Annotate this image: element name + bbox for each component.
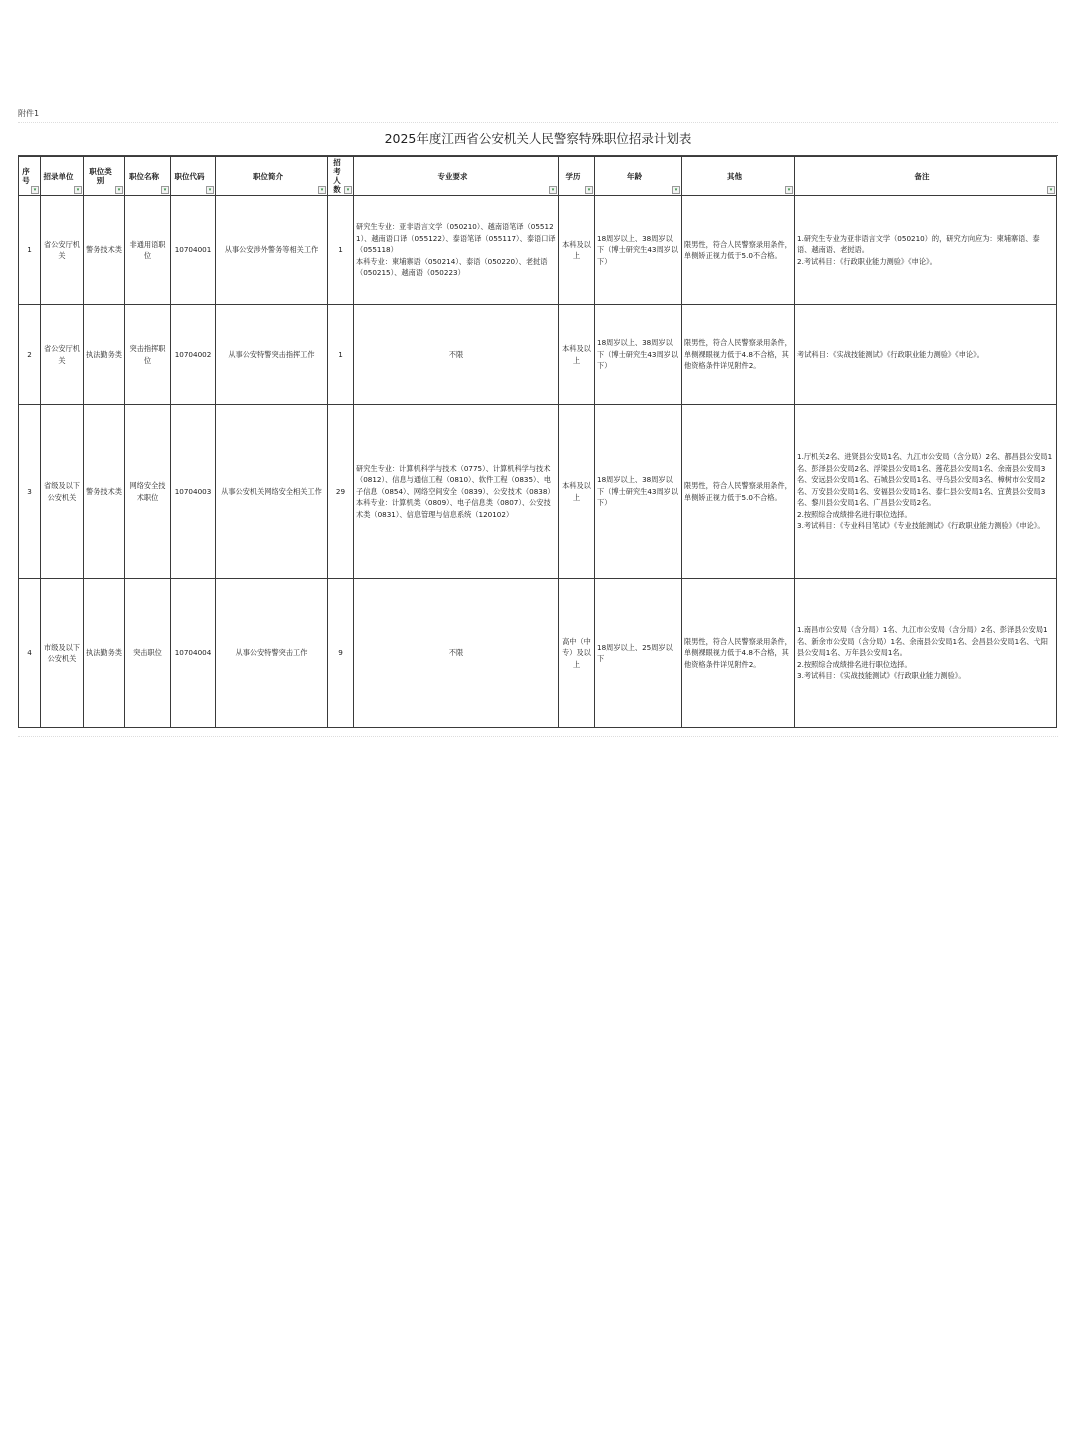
cell-unit: 省级及以下公安机关	[41, 405, 84, 579]
cell-note: 1.南昌市公安局（含分局）1名、九江市公安局（含分局）2名、彭泽县公安局1名、新余市公安局（含分局）1名、余南县公安局1名、会昌县公安局1名、弋阳县公安局1名、万年县公安局1名。 2.按照综合成绩排名进行职位选择。 3.考试科目：《实战技能测试》《行政职业能力测验》。	[795, 579, 1057, 728]
filter-dropdown-icon[interactable]: ▾	[206, 186, 214, 194]
cell-major: 不限	[354, 305, 559, 405]
cell-unit: 省公安厅机关	[41, 305, 84, 405]
cell-education: 本科及以上	[559, 196, 595, 305]
cell-other: 限男性，符合人民警察录用条件，单侧裸眼视力低于4.8不合格，其他资格条件详见附件2。	[682, 305, 795, 405]
header-code	[171, 157, 216, 196]
filter-dropdown-icon[interactable]: ▾	[344, 186, 352, 194]
header-label: 年龄	[627, 171, 642, 181]
header-label: 职位代码	[174, 171, 205, 181]
table-row	[19, 579, 1057, 728]
cell-unit: 市级及以下公安机关	[41, 579, 84, 728]
cell-other: 限男性，符合人民警察录用条件，单侧矫正视力低于5.0不合格。	[682, 196, 795, 305]
cell-code: 10704002	[171, 305, 216, 405]
cell-count: 9	[328, 579, 354, 728]
cell-intro: 从事公安机关网络安全相关工作	[216, 405, 328, 579]
cell-other: 限男性，符合人民警察录用条件，单侧矫正视力低于5.0不合格。	[682, 405, 795, 579]
cell-count: 29	[328, 405, 354, 579]
cell-intro: 从事公安涉外警务等相关工作	[216, 196, 328, 305]
header-position	[125, 157, 171, 196]
recruitment-plan-table	[18, 156, 1057, 728]
cell-note: 考试科目：《实战技能测试》《行政职业能力测验》《申论》。	[795, 305, 1057, 405]
cell-major: 不限	[354, 579, 559, 728]
header-age	[595, 157, 682, 196]
cell-code: 10704001	[171, 196, 216, 305]
cell-position: 突击指挥职位	[125, 305, 171, 405]
cell-major: 研究生专业：计算机科学与技术（0775）、计算机科学与技术（0812）、信息与通信工程（0810）、软件工程（0835）、电子信息（0854）、网络空间安全（0839）、公安技术（0838） 本科专业：计算机类（0809）、电子信息类（0807）、公安技术类（0831）、信息管理与信息系统（120102）	[354, 405, 559, 579]
header-major	[354, 157, 559, 196]
filter-dropdown-icon[interactable]: ▾	[785, 186, 793, 194]
cell-category: 警务技术类	[84, 196, 125, 305]
cell-intro: 从事公安特警突击指挥工作	[216, 305, 328, 405]
cell-intro: 从事公安特警突击工作	[216, 579, 328, 728]
filter-dropdown-icon[interactable]: ▾	[672, 186, 680, 194]
header-unit	[41, 157, 84, 196]
table-row	[19, 405, 1057, 579]
cell-age: 18周岁以上、25周岁以下	[595, 579, 682, 728]
cell-education: 本科及以上	[559, 305, 595, 405]
cell-position: 突击职位	[125, 579, 171, 728]
filter-dropdown-icon[interactable]: ▾	[74, 186, 82, 194]
header-label: 其他	[727, 171, 742, 181]
cell-count: 1	[328, 196, 354, 305]
cell-note: 1.厅机关2名、进贤县公安局1名、九江市公安局（含分局）2名、都昌县公安局1名、彭泽县公安局2名、浮梁县公安局1名、莲花县公安局1名、余南县公安局3名、安远县公安局1名、石城县公安局1名、寻乌县公安局3名、樟树市公安局2名、万安县公安局1名、安福县公安局1名、泰仁县公安局1名、宜黄县公安局3名、黎川县公安局1名、广昌县公安局2名。 2.按照综合成绩排名进行职位选择。 3.考试科目：《专业科目笔试》《专业技能测试》《行政职业能力测验》《申论》。	[795, 405, 1057, 579]
table-row	[19, 305, 1057, 405]
header-label: 备注	[914, 171, 930, 181]
header-label: 序号	[22, 167, 30, 185]
table-row	[19, 196, 1057, 305]
header-label: 专业要求	[437, 171, 468, 181]
cell-age: 18周岁以上、38周岁以下（博士研究生43周岁以下）	[595, 405, 682, 579]
cell-count: 1	[328, 305, 354, 405]
cell-major: 研究生专业：亚非语言文学（050210）、越南语笔译（055121）、越南语口译（055122）、泰语笔译（055117）、泰语口译（055118） 本科专业：柬埔寨语（050214）、泰语（050220）、老挝语（050215）、越南语（050223）	[354, 196, 559, 305]
filter-dropdown-icon[interactable]: ▾	[161, 186, 169, 194]
cell-education: 高中（中专）及以上	[559, 579, 595, 728]
cell-other: 限男性，符合人民警察录用条件，单侧裸眼视力低于4.8不合格，其他资格条件详见附件2。	[682, 579, 795, 728]
header-note	[795, 157, 1057, 196]
filter-dropdown-icon[interactable]: ▾	[1047, 186, 1055, 194]
header-label: 职位简介	[253, 171, 283, 181]
header-label: 学历	[565, 171, 581, 181]
header-count	[328, 157, 354, 196]
filter-dropdown-icon[interactable]: ▾	[585, 186, 593, 194]
header-education	[559, 157, 595, 196]
cell-code: 10704004	[171, 579, 216, 728]
cell-age: 18周岁以上、38周岁以下（博士研究生43周岁以下）	[595, 196, 682, 305]
header-label: 职位类别	[89, 167, 112, 185]
cell-seq: 3	[19, 405, 41, 579]
cell-position: 非通用语职位	[125, 196, 171, 305]
header-seq	[19, 157, 41, 196]
cell-category: 执法勤务类	[84, 305, 125, 405]
header-category	[84, 157, 125, 196]
cell-seq: 4	[19, 579, 41, 728]
attachment-label: 附件1	[18, 106, 1058, 123]
header-label: 职位名称	[129, 171, 159, 181]
cell-category: 警务技术类	[84, 405, 125, 579]
cell-unit: 省公安厅机关	[41, 196, 84, 305]
cell-code: 10704003	[171, 405, 216, 579]
header-label: 招录单位	[43, 171, 74, 181]
header-row	[19, 157, 1057, 196]
filter-dropdown-icon[interactable]: ▾	[318, 186, 326, 194]
cell-education: 本科及以上	[559, 405, 595, 579]
spreadsheet-sheet	[18, 106, 1058, 737]
cell-note: 1.研究生专业为亚非语言文学（050210）的，研究方向应为：柬埔寨语、泰语、越南语、老挝语。 2.考试科目：《行政职业能力测验》《申论》。	[795, 196, 1057, 305]
header-other	[682, 157, 795, 196]
page-title: 2025年度江西省公安机关人民警察特殊职位招录计划表	[18, 123, 1058, 156]
cell-seq: 2	[19, 305, 41, 405]
filter-dropdown-icon[interactable]: ▾	[115, 186, 123, 194]
cell-position: 网络安全技术职位	[125, 405, 171, 579]
filter-dropdown-icon[interactable]: ▾	[549, 186, 557, 194]
sheet-bottom-gridline	[18, 728, 1058, 737]
header-intro	[216, 157, 328, 196]
header-label: 招考人数	[333, 158, 341, 194]
cell-seq: 1	[19, 196, 41, 305]
cell-age: 18周岁以上、38周岁以下（博士研究生43周岁以下）	[595, 305, 682, 405]
cell-category: 执法勤务类	[84, 579, 125, 728]
filter-dropdown-icon[interactable]: ▾	[31, 186, 39, 194]
